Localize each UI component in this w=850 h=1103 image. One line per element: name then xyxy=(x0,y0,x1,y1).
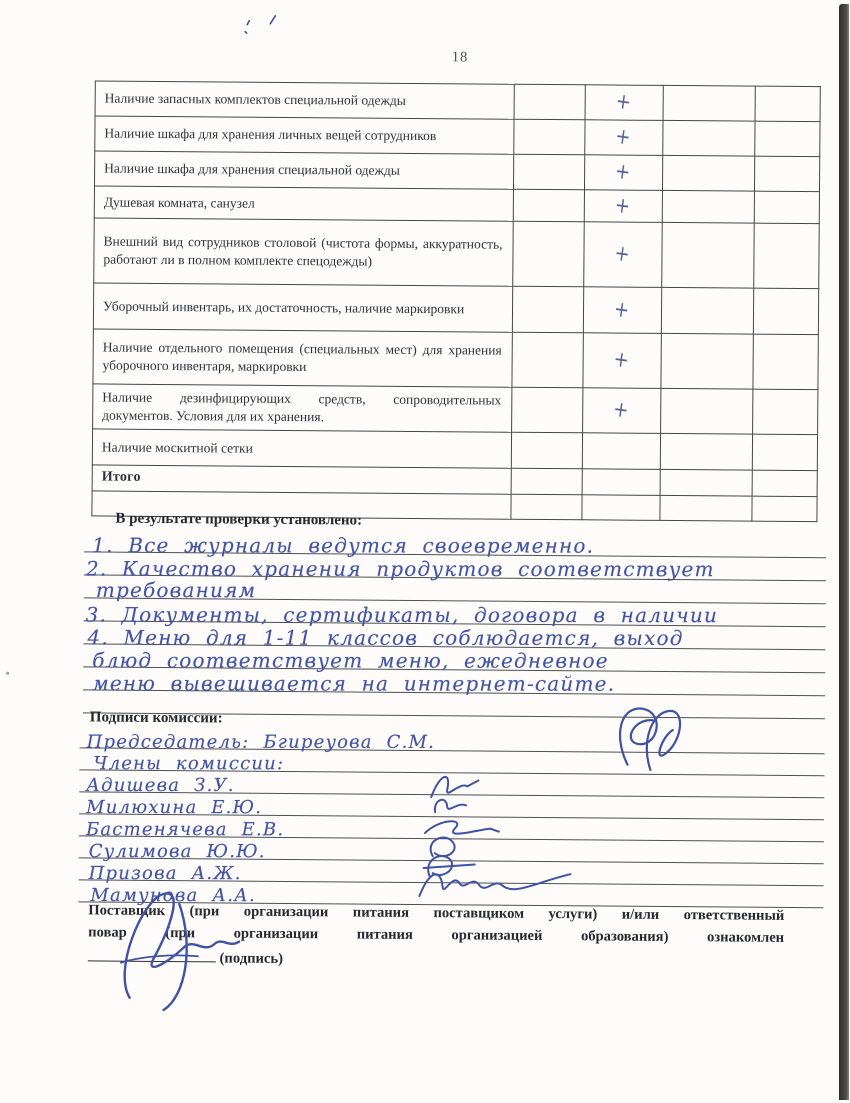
row-mark: + xyxy=(584,155,662,191)
signer-name: Милюхина Е.Ю. xyxy=(86,797,263,819)
row-mark: + xyxy=(585,120,663,156)
handwritten-note: 2. Качество хранения продуктов соответствует xyxy=(85,556,715,582)
row-mark xyxy=(582,469,660,496)
table-row xyxy=(94,218,819,289)
footer-line: повар (при организации питания организацией образования) ознакомлен xyxy=(88,924,785,946)
signer-name: Призова А.Ж. xyxy=(88,862,242,885)
table-row xyxy=(95,116,820,157)
row-label: Наличие запасных комплектов специальной одежды xyxy=(95,81,514,119)
signatures-ruled-lines xyxy=(78,726,824,908)
footer-paragraph xyxy=(88,900,785,974)
row-mark: + xyxy=(584,190,662,223)
footer-line: Поставщик (при организации питания поставщиком услуги) и/или ответственный xyxy=(88,902,785,924)
signature-blank xyxy=(88,946,216,962)
handwritten-note: блюд соответствует меню, ежедневное xyxy=(92,648,609,673)
table-row xyxy=(93,329,818,390)
signer-name: Члены комиссии: xyxy=(93,753,285,775)
handwritten-note: 4. Меню для 1-11 классов соблюдается, выход xyxy=(87,625,684,651)
ink-speck xyxy=(270,16,275,24)
table-row xyxy=(92,429,817,471)
signatures-heading: Подписи комиссии: xyxy=(89,709,223,727)
row-mark xyxy=(582,433,660,470)
handwritten-note: 1. Все журналы ведутся своевременно. xyxy=(92,533,595,558)
row-mark: + xyxy=(583,333,661,389)
inspection-table xyxy=(91,80,820,522)
row-label: Итого xyxy=(92,465,511,494)
table-row xyxy=(95,151,820,192)
page-number: 18 xyxy=(451,49,469,66)
row-label: Наличие дезинфицирующих средств, сопроводительных документов. Условия для их хранения. xyxy=(93,384,512,432)
table-row xyxy=(93,384,818,435)
row-label: Наличие шкафа для хранения личных вещей сотрудников xyxy=(95,116,514,154)
row-label: Наличие шкафа для хранения специальной одежды xyxy=(95,151,514,189)
handwritten-note: 3. Документы, сертификаты, договора в наличии xyxy=(85,602,719,628)
signature-caption: (подпись) xyxy=(219,950,284,967)
results-ruled-lines xyxy=(83,529,826,719)
row-mark: + xyxy=(583,287,661,334)
row-mark: + xyxy=(583,388,661,434)
row-mark: + xyxy=(584,222,663,288)
results-heading: В результате проверки установлено: xyxy=(115,510,363,529)
row-mark: + xyxy=(585,85,663,121)
scan-right-edge xyxy=(839,4,849,1100)
handwritten-note: требованиям xyxy=(95,578,257,603)
row-label: Внешний вид сотрудников столовой (чистота формы, аккуратность, работают ли в полном комплекте спецодежды) xyxy=(94,218,513,286)
signer-name: Мамунова А.А. xyxy=(90,885,256,907)
row-label: Уборочный инвентарь, их достаточность, наличие маркировки xyxy=(93,283,512,332)
signer-name: Председатель: Бгиреуова С.М. xyxy=(86,731,436,753)
signer-name: Адишева З.У. xyxy=(86,774,235,797)
row-label: Душевая комната, санузел xyxy=(94,186,513,221)
scan-speck xyxy=(6,672,9,675)
table-row xyxy=(95,81,820,122)
row-label: Наличие отдельного помещения (специальных мест) для хранения уборочного инвентаря, маркировки xyxy=(93,329,512,387)
row-mark xyxy=(582,495,660,520)
ink-speck xyxy=(245,21,249,34)
row-label: Наличие москитной сетки xyxy=(92,429,511,468)
signer-name: Бастенячева Е.В. xyxy=(85,819,285,841)
signer-name: Сулимова Ю.Ю. xyxy=(88,841,266,863)
table-row xyxy=(93,283,818,335)
handwritten-note: меню вывешивается на интернет-сайте. xyxy=(92,671,616,696)
